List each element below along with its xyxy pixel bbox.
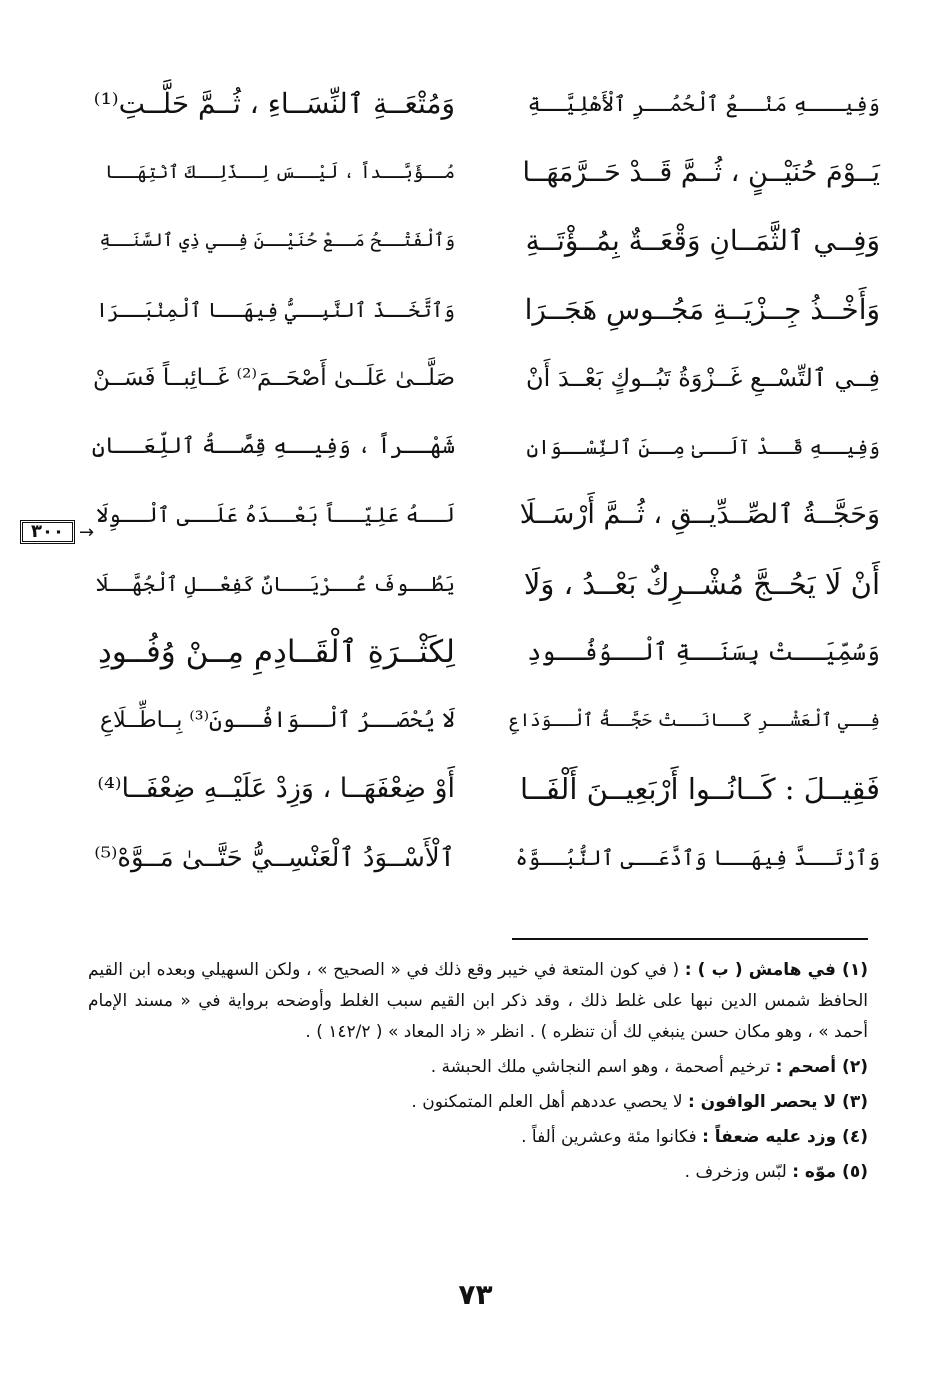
first-hemistich: يَــوْمَ حُنَيْــنٍ ، ثُــمَّ قَــدْ حَــرَّمَهَــا [522, 156, 880, 188]
footnote [88, 1122, 868, 1153]
couplet [90, 207, 880, 276]
couplet [90, 344, 880, 413]
first-hemistich: فِــي ٱلْعَشْــرِ كَــانَــتْ حَجَّــةُ ٱلْــوَدَاعِ [509, 709, 880, 731]
footnote-text: لا يحصي عددهم أهل العلم المتمكنون . [411, 1092, 688, 1112]
first-hemistich: وَفِيــهِ قَــدْ آلَــىٰ مِــنَ ٱلنِّسْــوَانِ [526, 434, 880, 459]
first-hemistich: فَقِيــلَ : كَــانُــوا أَرْبَعِيــنَ أَلْفَــا [520, 772, 880, 806]
second-hemistich: وَٱتَّخَــذَ ٱلنَّبِــيُّ فِيهَــا ٱلْمِنْبَــرَا [96, 297, 455, 322]
couplet [90, 276, 880, 345]
first-hemistich: وَفِيـــهِ مَنْــعُ ٱلْحُمُــرِ ٱلْأَهْلِيَّــةِ [527, 92, 880, 116]
verse-count-marker [20, 520, 94, 544]
footnote [88, 1052, 868, 1083]
first-hemistich: فِــي ٱلتِّسْــعِ غَــزْوَةُ تَبُــوكٍ بَعْــدَ أَنْ [526, 364, 880, 392]
footnote-head: (٥) موّه : [792, 1162, 868, 1182]
couplet [90, 824, 880, 893]
footnote-head: (٣) لا يحصر الوافون : [687, 1092, 868, 1112]
footnote-head: (١) في هامش ( ب ) : [684, 960, 868, 980]
couplet [90, 413, 880, 482]
couplet [90, 550, 880, 619]
second-hemistich: لِكَثْــرَةِ ٱلْقَــادِمِ مِــنْ وُفُــودِ [97, 634, 455, 670]
footnote-text: فكانوا مئة وعشرين ألفاً . [521, 1127, 703, 1147]
second-hemistich: مُــؤَبَّــداً ، لَيْــسَ لِــذَلِــكَ ٱنْتِهَــا [105, 161, 455, 183]
first-hemistich: وَسُمِّيَــتْ بِسَنَــةِ ٱلْــوُفُــودِ [527, 638, 880, 666]
second-hemistich: أَوْ ضِعْفَهَــا ، وَزِدْ عَلَيْــهِ ضِعْفَــا⁽⁴⁾ [97, 773, 455, 804]
second-hemistich: وَٱلْفَتْــحُ مَــعْ حُنَيْــنَ فِــي ذِي ٱلسَّنَــةِ [99, 230, 455, 251]
second-hemistich: وَمُتْعَــةِ ٱلنِّسَــاءِ ، ثُــمَّ حَلَّــتِ⁽¹⁾ [93, 87, 455, 120]
second-hemistich: صَلَّــىٰ عَلَــىٰ أَصْحَــمَ⁽²⁾ غَــائِبــاً فَسَــنْ [93, 365, 455, 391]
first-hemistich: وَفِــي ٱلثَّمَــانِ وَقْعَــةٌ بِمُــؤْتَــةِ [525, 224, 880, 257]
couplet [90, 481, 880, 550]
second-hemistich: ٱلْأَسْــوَدُ ٱلْعَنْسِــيُّ حَتَّــىٰ مَــوَّهْ⁽⁵⁾ [94, 842, 455, 873]
couplet [90, 139, 880, 208]
footnotes [88, 955, 868, 1192]
second-hemistich: شَهْــراً ، وَفِيــهِ قِصَّــةُ ٱللِّعَــانِ [91, 433, 455, 459]
first-hemistich: وَٱرْتَــدَّ فِيهَــا وَٱدَّعَــى ٱلنُّبُــوَّهْ [515, 845, 880, 870]
page-number: ٧٣ [458, 1278, 493, 1311]
first-hemistich: وَأَخْــذُ جِــزْيَــةِ مَجُــوسِ هَجَــرَا [524, 292, 880, 326]
couplet [90, 70, 880, 139]
first-hemistich: وَحَجَّــةُ ٱلصِّــدِّيــقِ ، ثُــمَّ أَرْسَــلَا [519, 499, 880, 530]
couplet [90, 755, 880, 824]
couplet [90, 618, 880, 687]
footnote [88, 1157, 868, 1188]
footnote-separator [512, 938, 868, 940]
footnote-head: (٤) وزد عليه ضعفاً : [702, 1127, 868, 1147]
first-hemistich: أَنْ لَا يَحُــجَّ مُشْــرِكٌ بَعْــدُ ، وَلَا [523, 566, 880, 601]
arrow-right-icon: → [78, 521, 95, 543]
second-hemistich: لَــهُ عَلِيّــاً بَعْــدَهُ عَلَــى ٱلْــوِلَا [96, 503, 455, 527]
second-hemistich: لَا يُحْصَــرُ ٱلْــوَافُــونَ⁽³⁾ بِــاطِّــلَاعِ [99, 707, 455, 733]
footnote-text: ترخيم أصحمة ، وهو اسم النجاشي ملك الحبشة . [430, 1057, 776, 1077]
second-hemistich: يَطُــوفَ عُــرْيَــانٌ كَفِعْــلِ ٱلْجُهَّــلَا [96, 571, 455, 596]
footnote [88, 1087, 868, 1118]
footnote-text: ( في كون المتعة في خيبر وقع ذلك في « الصحيح » ، ولكن السهيلي وبعده ابن القيم الحافظ شمس الدين نبها على غلط ذلك ، وقد ذكر ابن القيم سبب الغلط وأوضحه برواية في « مسند الإمام أحمد » ، وهو مكان حسن ينبغي لك أن تنظره ) . انظر « زاد المعاد » ( ١٤٢/٢ ) . [88, 960, 868, 1042]
footnote [88, 955, 868, 1048]
footnote-text: لبّس وزخرف . [684, 1162, 793, 1182]
footnote-head: (٢) أصحم : [775, 1057, 868, 1077]
poem-verses [90, 70, 880, 892]
verse-count-box: ٣٠٠ [20, 520, 75, 544]
couplet [90, 687, 880, 756]
